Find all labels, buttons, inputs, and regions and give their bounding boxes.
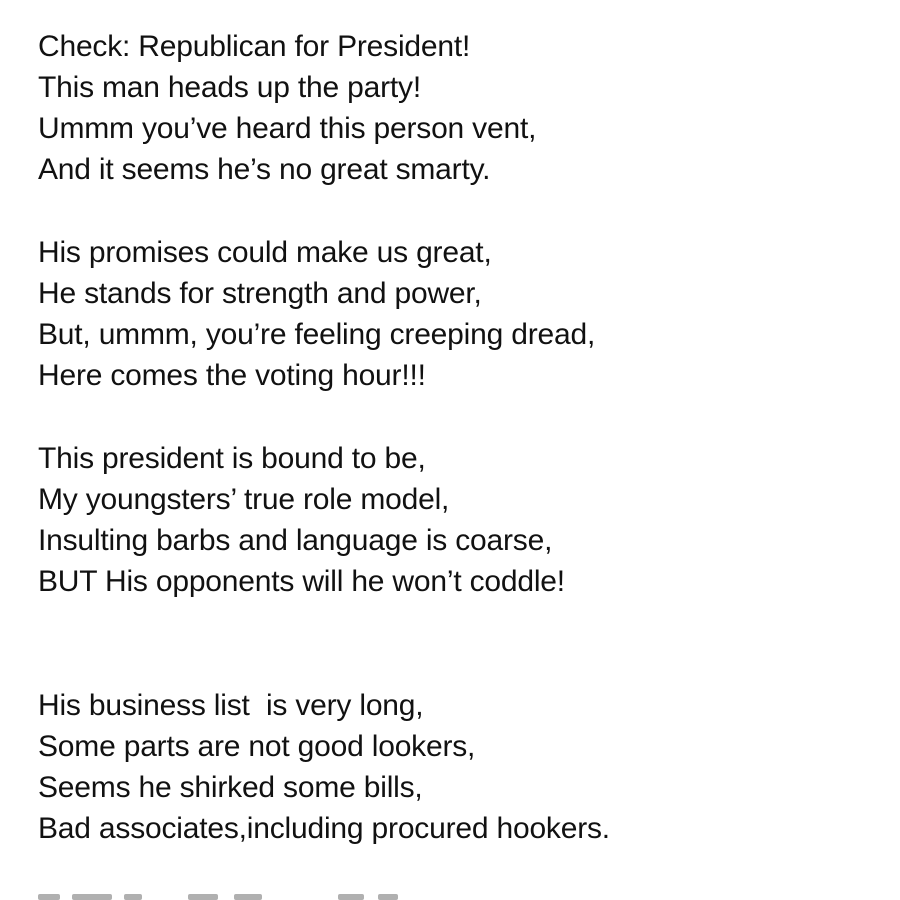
poem-line: Bad associates,including procured hookers. bbox=[38, 812, 610, 845]
poem-line: But, ummm, you’re feeling creeping dread, bbox=[38, 318, 596, 351]
poem-line: This president is bound to be, bbox=[38, 442, 426, 475]
poem-line: Here comes the voting hour!!! bbox=[38, 359, 426, 392]
poem-line: Insulting barbs and language is coarse, bbox=[38, 524, 553, 557]
cutoff-text-fragment bbox=[38, 890, 558, 900]
poem-line: Seems he shirked some bills, bbox=[38, 771, 423, 804]
poem-line: And it seems he’s no great smarty. bbox=[38, 153, 491, 186]
poem-line: His promises could make us great, bbox=[38, 236, 492, 269]
poem-line: Check: Republican for President! bbox=[38, 30, 471, 63]
poem-line: BUT His opponents will he won’t coddle! bbox=[38, 565, 565, 598]
poem-line: His business list is very long, bbox=[38, 689, 424, 722]
poem-line: Ummm you’ve heard this person vent, bbox=[38, 112, 537, 145]
poem-line: He stands for strength and power, bbox=[38, 277, 482, 310]
poem-line: My youngsters’ true role model, bbox=[38, 483, 450, 516]
poem-line: This man heads up the party! bbox=[38, 71, 421, 104]
poem-line: Some parts are not good lookers, bbox=[38, 730, 476, 763]
